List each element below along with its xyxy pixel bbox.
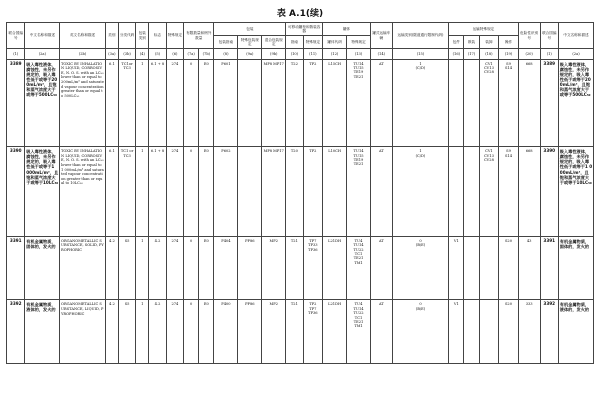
- cell-mix: MP2: [262, 300, 286, 364]
- cell-pg: 1: [136, 147, 149, 237]
- cell-tsp2: TU14 TU15 TE19 TE21: [347, 147, 371, 237]
- table-title: 表 A.1(续): [276, 9, 324, 19]
- cell-cn2: 吸入毒性液体，腐蚀性，未另作规定的，吸入毒性低于或等于200mL/m³，且饱和蒸气浓度大于或等于500LC₅₀: [558, 59, 593, 147]
- header-load: 装卸: [479, 36, 499, 49]
- cell-code: S5: [118, 300, 135, 364]
- cell-cn-name: 吸入毒性液体，腐蚀性，未另作规定的，吸入毒性低于或等于200mL/m³，且饱和蒸气浓度大于或等于500LC₅₀: [25, 59, 60, 147]
- header-pack-sp: 特殊包装规定: [238, 36, 262, 49]
- cell-pi: P601: [214, 59, 238, 147]
- cell-tcode: L21DH: [323, 236, 347, 300]
- table-row: [7, 147, 594, 237]
- cell-veh: AT: [370, 236, 392, 300]
- cell-lq7a: 0: [184, 59, 199, 147]
- cell-c18: [479, 236, 499, 300]
- cell-code: S5: [118, 236, 135, 300]
- header-un2: 联合国编号: [540, 23, 558, 49]
- cell-labels: 4.2: [149, 236, 166, 300]
- col-num: (17): [464, 49, 479, 59]
- header-pack: 包装: [214, 23, 286, 36]
- header-hazid: 危险性识别号: [518, 23, 540, 49]
- cell-un2: 3392: [540, 300, 558, 364]
- cell-c17: [464, 147, 479, 237]
- cell-cn2: 有机金属物质，液体的，发火的: [558, 300, 593, 364]
- col-num: (11): [303, 49, 323, 59]
- col-num: (7a): [184, 49, 199, 59]
- cell-c16: [449, 59, 464, 147]
- col-num: (12): [323, 49, 347, 59]
- cell-code: TC1or TC3: [118, 59, 135, 147]
- cell-veh: AT: [370, 59, 392, 147]
- cell-psp: [238, 147, 262, 237]
- header-op: 操作: [499, 36, 519, 49]
- cell-tsp: TP2: [303, 147, 323, 237]
- cell-en-name: ORGANOMETALLIC SUBSTANCE, LIQUID, PYROPHORIC: [60, 300, 106, 364]
- col-num: (13): [347, 49, 371, 59]
- header-pkg: 包件: [449, 36, 464, 49]
- cell-mix: MP8 MP17: [262, 59, 286, 147]
- col-num: (19): [499, 49, 519, 59]
- col-num: (2a): [25, 49, 60, 59]
- col-num: (18): [479, 49, 499, 59]
- cell-un2: 3391: [540, 236, 558, 300]
- col-num: (2a): [558, 49, 593, 59]
- header-row-1: [7, 23, 594, 36]
- cell-tsp2: TU4 TU14 TU22 TC1 TE21 TM1: [347, 236, 371, 300]
- cell-tcat: 0 (B/E): [392, 236, 449, 300]
- cell-lq7a: 0: [184, 236, 199, 300]
- cell-pg: 1: [136, 59, 149, 147]
- cell-tsp: TP2: [303, 59, 323, 147]
- cell-tsp2: TU14 TU15 TE19 TE21: [347, 59, 371, 147]
- cell-lq7b: E0: [199, 300, 214, 364]
- cell-ti: T21: [286, 300, 303, 364]
- cell-labels: 6.1 + 8: [149, 147, 166, 237]
- col-num: (1): [540, 49, 558, 59]
- cell-cn-name: 吸入毒性液体，腐蚀性，未另作规定的，吸入毒性低于或等于1 000mL/m³，且饱和蒸气浓度大于或等于10LC₅₀: [25, 147, 60, 237]
- header-tcat: 运输类别(隧道通行限制代码): [392, 23, 449, 49]
- cell-hazid: 333: [518, 300, 540, 364]
- cell-ti: T20: [286, 147, 303, 237]
- cell-lq7b: E0: [199, 147, 214, 237]
- cell-ti: T21: [286, 236, 303, 300]
- cell-lq7a: 0: [184, 300, 199, 364]
- col-num: (9a): [238, 49, 262, 59]
- col-num: (2b): [60, 49, 106, 59]
- cell-c17: [464, 59, 479, 147]
- cell-tsp: TP2 TP7 TP36: [303, 300, 323, 364]
- header-lq: 有限数量和例外数量: [184, 23, 214, 49]
- col-num: (10): [286, 49, 303, 59]
- col-num: (8): [214, 49, 238, 59]
- header-tank-instr: 指南: [286, 36, 303, 49]
- cell-sp: 274: [166, 300, 183, 364]
- cell-sp: 274: [166, 147, 183, 237]
- header-code: 分类代码: [118, 23, 135, 49]
- cell-cn-name: 有机金属物质，液体的，发火的: [25, 300, 60, 364]
- cell-c17: [464, 236, 479, 300]
- cell-tcat: 1 (C/D): [392, 147, 449, 237]
- cell-veh: AT: [370, 147, 392, 237]
- cell-c16: V1: [449, 236, 464, 300]
- cell-lq7b: E0: [199, 59, 214, 147]
- cell-labels: 6.1 + 8: [149, 59, 166, 147]
- cell-pg: 1: [136, 236, 149, 300]
- table-row: [7, 300, 594, 364]
- header-rtank: 罐体: [323, 23, 371, 36]
- header-cn2: 中文名称和描述: [558, 23, 593, 49]
- col-num: (4): [136, 49, 149, 59]
- cell-class: 4.2: [105, 300, 118, 364]
- cell-sp: 274: [166, 59, 183, 147]
- cell-un: 3389: [7, 59, 25, 147]
- cell-pi: P404: [214, 236, 238, 300]
- cell-un: 3391: [7, 236, 25, 300]
- column-number-row: [7, 49, 594, 59]
- dangerous-goods-table: [6, 22, 594, 364]
- cell-pg: 1: [136, 300, 149, 364]
- cell-lq7b: E0: [199, 236, 214, 300]
- col-num: (3a): [105, 49, 118, 59]
- cell-lq7a: 0: [184, 147, 199, 237]
- cell-un: 3392: [7, 300, 25, 364]
- cell-pi: P602: [214, 147, 238, 237]
- cell-c18: [479, 300, 499, 364]
- cell-tsp: TP7 TP33 TP36: [303, 236, 323, 300]
- header-tank-sp2: 特殊规定: [347, 36, 371, 49]
- cell-cn-name: 有机金属物质，固体的，发火的: [25, 236, 60, 300]
- header-en-name: 英文名称和描述: [60, 23, 106, 49]
- cell-en-name: TOXIC BY INHALATION LIQUID, CORROSIVE, N. O. S. with an LC₅₀ lower than or equal to 200mL/m³ and saturated vapour concentration greater than or equal to 500LC₅₀: [60, 59, 106, 147]
- col-num: (5): [149, 49, 166, 59]
- cell-tcode: L10CH: [323, 147, 347, 237]
- cell-class: 6.1: [105, 59, 118, 147]
- cell-veh: AT: [370, 300, 392, 364]
- header-un: 联合国编号: [7, 23, 25, 49]
- header-pack-instr: 包装指南: [214, 36, 238, 49]
- cell-labels: 4.2: [149, 300, 166, 364]
- cell-psp: PP86: [238, 300, 262, 364]
- cell-c17: [464, 300, 479, 364]
- header-cn-name: 中文名称和描述: [25, 23, 60, 49]
- header-carriage: 运输特殊规定: [449, 23, 519, 36]
- cell-tcode: L15CH: [323, 59, 347, 147]
- table-row: [7, 59, 594, 147]
- cell-un2: 3389: [540, 59, 558, 147]
- cell-un: 3390: [7, 147, 25, 237]
- cell-c19: S9 S14: [499, 147, 519, 237]
- cell-en-name: TOXIC BY INHALATION LIQUID, CORROSIVE, N. O. S. with an LC₅₀ lower than or equal to 1 000mL/m³ and saturated vapour concentration greater than or equal to 10LC₅₀: [60, 147, 106, 237]
- col-num: (3b): [118, 49, 135, 59]
- cell-cn2: 有机金属物质，固体的，发火的: [558, 236, 593, 300]
- col-num: (16): [449, 49, 464, 59]
- col-num: (7b): [199, 49, 214, 59]
- header-labels: 标志: [149, 23, 166, 49]
- cell-pi: P400: [214, 300, 238, 364]
- cell-hazid: 668: [518, 59, 540, 147]
- cell-psp: [238, 59, 262, 147]
- cell-mix: MP2: [262, 236, 286, 300]
- cell-mix: MP8 MP17: [262, 147, 286, 237]
- header-tank-code: 罐体代码: [323, 36, 347, 49]
- header-tank-sp: 特殊规定: [303, 36, 323, 49]
- cell-hazid: 668: [518, 147, 540, 237]
- cell-un2: 3390: [540, 147, 558, 237]
- header-bulk: 散装: [464, 36, 479, 49]
- cell-tsp2: TU4 TU14 TU22 TC1 TE21 TM1: [347, 300, 371, 364]
- cell-tcat: 0 (B/E): [392, 300, 449, 364]
- cell-tcode: L21DH: [323, 300, 347, 364]
- cell-psp: PP86: [238, 236, 262, 300]
- cell-c19: S20: [499, 236, 519, 300]
- col-num: (15): [392, 49, 449, 59]
- cell-c19: S20: [499, 300, 519, 364]
- cell-ti: T22: [286, 59, 303, 147]
- header-mix: 混合包装规定: [262, 36, 286, 49]
- cell-code: TC1 or TC3: [118, 147, 135, 237]
- header-vehicle: 罐式运输车辆: [370, 23, 392, 49]
- col-num: (14): [370, 49, 392, 59]
- cell-c19: S9 S14: [499, 59, 519, 147]
- col-num: (1): [7, 49, 25, 59]
- cell-sp: 274: [166, 236, 183, 300]
- cell-c18: CV1 CV13 CV28: [479, 59, 499, 147]
- cell-c18: CV1 CV13 CV28: [479, 147, 499, 237]
- col-num: (9b): [262, 49, 286, 59]
- cell-tcat: 1 (C/D): [392, 59, 449, 147]
- header-tank-group: 可移动罐柜和散装容器: [286, 23, 323, 36]
- cell-en-name: ORGANOMETALLIC SUBSTANCE, SOLID, PYROPHORIC: [60, 236, 106, 300]
- cell-c16: [449, 147, 464, 237]
- cell-hazid: 43: [518, 236, 540, 300]
- col-num: (20): [518, 49, 540, 59]
- cell-cn2: 吸入毒性液体，腐蚀性，未另作规定的，吸入毒性低于或等于1 000mL/m³，且饱和蒸气浓度大于或等于10LC₅₀: [558, 147, 593, 237]
- header-class: 类别: [105, 23, 118, 49]
- header-pg: 包装类别: [136, 23, 149, 49]
- header-sp: 特殊规定: [166, 23, 183, 49]
- cell-class: 6.1: [105, 147, 118, 237]
- col-num: (6): [166, 49, 183, 59]
- cell-c16: V1: [449, 300, 464, 364]
- cell-class: 4.2: [105, 236, 118, 300]
- table-row: [7, 236, 594, 300]
